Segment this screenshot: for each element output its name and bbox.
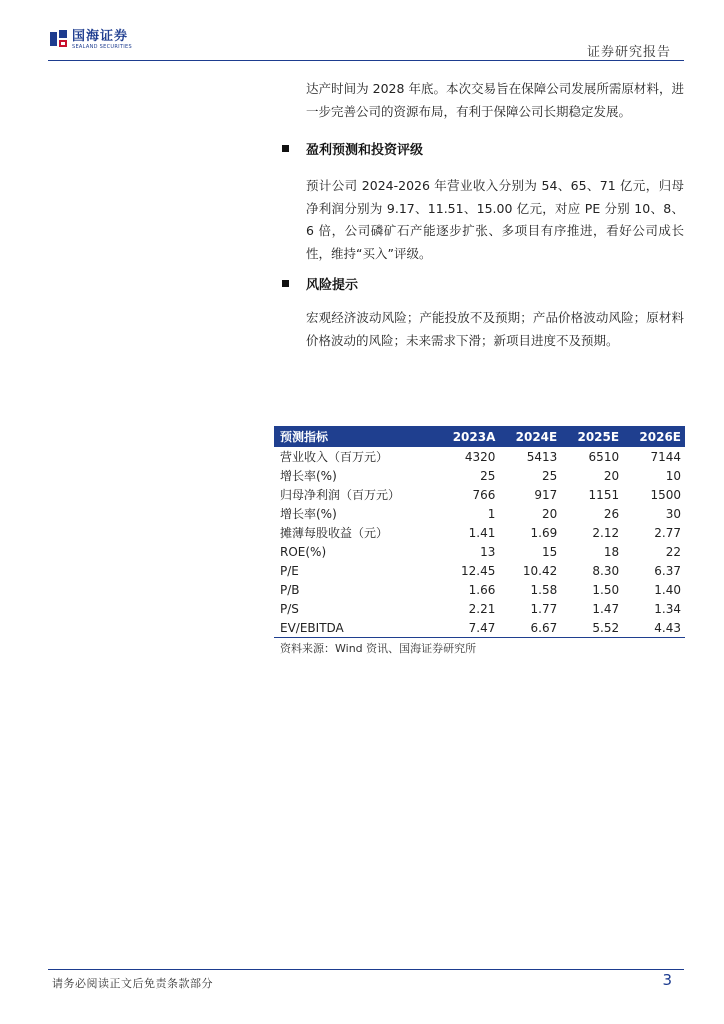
- square-bullet-icon: [282, 145, 289, 152]
- table-header-cell: 2025E: [561, 426, 623, 447]
- table-row: [274, 542, 685, 561]
- table-header-cell: 预测指标: [274, 426, 436, 447]
- table-cell: P/B: [280, 582, 300, 597]
- table-cell: 2.77: [654, 525, 681, 540]
- table-cell: 4320: [464, 449, 496, 464]
- table-cell: ROE(%): [280, 544, 327, 559]
- table-cell: 归母净利润（百万元）: [280, 488, 401, 502]
- table-cell: 2.21: [468, 601, 496, 616]
- forecast-table: [274, 426, 685, 638]
- table-cell: 15: [541, 544, 558, 559]
- section-risk-heading: [282, 274, 358, 293]
- intro-paragraph: 达产时间为 2028 年底。本次交易旨在保障公司发展所需原材料，进一步完善公司的资源布局，有利于保障公司长期稳定发展。: [306, 81, 684, 119]
- table-cell: 1.50: [592, 582, 620, 597]
- footer-disclaimer: 请务必阅读正文后免责条款部分: [52, 977, 213, 990]
- page-header: [0, 0, 724, 62]
- table-cell: 4.43: [623, 618, 685, 638]
- table-row: [274, 447, 685, 466]
- table-cell: 增长率(%): [280, 507, 337, 521]
- logo-name-en: SEALAND SECURITIES: [72, 44, 132, 50]
- table-row: [274, 504, 685, 523]
- table-cell: 营业收入（百万元）: [280, 450, 389, 464]
- table-source-note: 资料来源：Wind 资讯、国海证券研究所: [280, 642, 477, 655]
- table-row: [274, 466, 685, 485]
- table-cell: 26: [603, 506, 620, 521]
- table-row: [274, 599, 685, 618]
- table-cell: 6.37: [654, 563, 681, 578]
- table-cell: 1.58: [530, 582, 558, 597]
- table-cell: 7144: [650, 449, 681, 464]
- table-cell: 13: [480, 544, 496, 559]
- table-header-cell: 2024E: [499, 426, 561, 447]
- table-cell: 20: [541, 506, 558, 521]
- section-forecast-heading: [282, 139, 423, 158]
- table-cell: 1: [487, 506, 496, 521]
- table-row: [274, 618, 685, 638]
- page-number: 3: [662, 971, 672, 989]
- logo-name-cn: 国海证券: [72, 29, 129, 44]
- section-risk-title: 风险提示: [306, 278, 359, 293]
- company-logo: [50, 30, 132, 51]
- table-cell: 25: [480, 468, 496, 483]
- table-row: [274, 561, 685, 580]
- table-cell: 1.40: [654, 582, 681, 597]
- table-cell: 5413: [526, 449, 558, 464]
- report-type-label: 证券研究报告: [586, 45, 671, 60]
- table-cell: 1151: [588, 487, 620, 502]
- forecast-paragraph: 预计公司 2024-2026 年营业收入分别为 54、65、71 亿元，归母净利润分别为 9.17、11.51、15.00 亿元，对应 PE 分别 10、8、6 倍，公司磷矿石产能逐步扩张、多项目有序推进，看好公司成长性，维持“买入”评级。: [306, 178, 684, 261]
- table-cell: 摊薄每股收益（元）: [280, 526, 389, 540]
- table-cell: 30: [665, 506, 681, 521]
- table-cell: 增长率(%): [280, 469, 337, 483]
- footer-divider: [48, 969, 684, 970]
- table-cell: 1.41: [468, 525, 496, 540]
- table-cell: EV/EBITDA: [274, 618, 436, 638]
- table-cell: 766: [472, 487, 496, 502]
- table-cell: 1.77: [530, 601, 558, 616]
- table-header-cell: 2026E: [623, 426, 685, 447]
- table-cell: 5.52: [561, 618, 623, 638]
- table-cell: 917: [534, 487, 558, 502]
- table-cell: P/S: [280, 601, 299, 616]
- logo-icon: [50, 30, 68, 48]
- table-cell: 12.45: [461, 563, 496, 578]
- table-header-row: [274, 426, 685, 447]
- table-cell: 2.12: [592, 525, 620, 540]
- table-cell: 20: [603, 468, 620, 483]
- table-cell: 1500: [650, 487, 681, 502]
- table-cell: 25: [541, 468, 558, 483]
- table-header-cell: 2023A: [436, 426, 499, 447]
- section-forecast-title: 盈利预测和投资评级: [306, 143, 424, 158]
- table-row: [274, 485, 685, 504]
- table-cell: 6.67: [499, 618, 561, 638]
- table-row: [274, 580, 685, 599]
- table-cell: 7.47: [436, 618, 499, 638]
- table-cell: 10.42: [522, 563, 558, 578]
- table-cell: 1.66: [468, 582, 496, 597]
- table-cell: 18: [603, 544, 620, 559]
- table-cell: 8.30: [592, 563, 620, 578]
- table-cell: 22: [665, 544, 681, 559]
- table-cell: P/E: [280, 563, 299, 578]
- header-divider: [48, 60, 684, 61]
- table-cell: 10: [665, 468, 681, 483]
- table-row: [274, 523, 685, 542]
- table-cell: 6510: [588, 449, 620, 464]
- risk-paragraph: 宏观经济波动风险；产能投放不及预期；产品价格波动风险；原材料价格波动的风险；未来需求下滑；新项目进度不及预期。: [306, 310, 684, 348]
- table-cell: 1.69: [530, 525, 558, 540]
- table-cell: 1.47: [592, 601, 620, 616]
- table-cell: 1.34: [654, 601, 681, 616]
- square-bullet-icon: [282, 280, 289, 287]
